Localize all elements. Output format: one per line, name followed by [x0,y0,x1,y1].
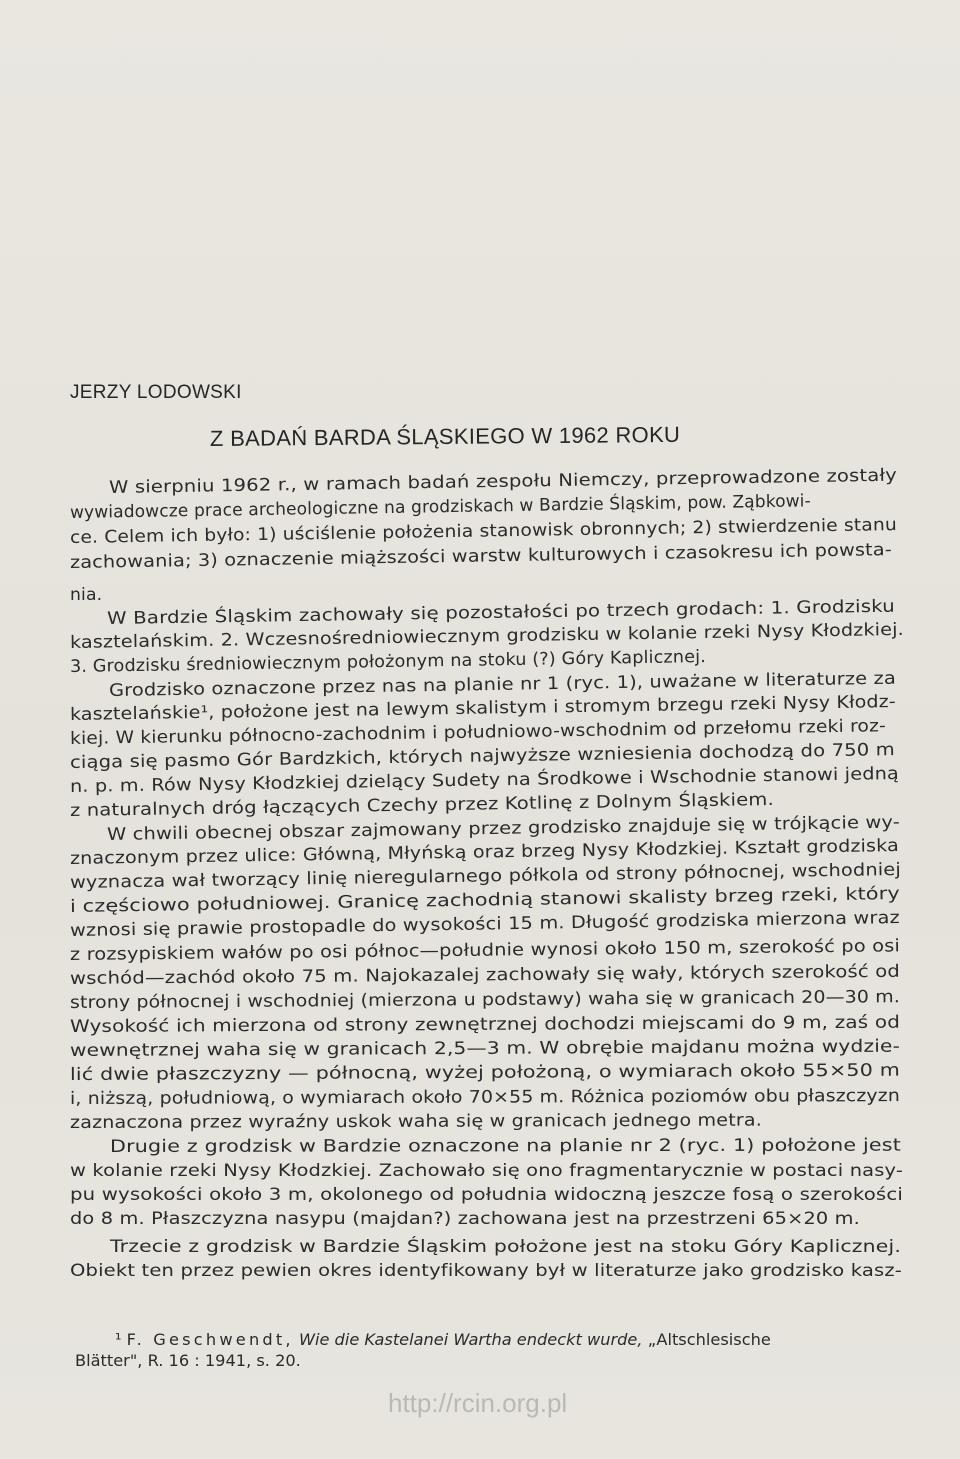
body-line: W chwili obecnej obszar zajmowany przez grodzisko znajduje się w trójkącie wy- [106,812,901,845]
footnote-author: F. Geschwendt, [126,1330,294,1349]
body-line: lić dwie płaszczyzny — północną, wyżej położoną, o wymiarach około 55×50 m [69,1060,901,1085]
body-line: znaczonym przez ulice: Główną, Młyńską oraz brzeg Nysy Kłodzkiej. Kształt grodziska [69,835,900,869]
body-line: zaznaczona przez wyraźny uskok waha się w granicach jednego metra. [69,1110,763,1133]
body-line: w kolanie rzeki Nysy Kłodzkiej. Zachowało się ono fragmentarycznie w postaci nasy- [70,1161,904,1181]
body-line: wschód—zachód około 75 m. Najokazalej zachowały się wały, których szerokość od [69,961,901,989]
footnote-line-1 [115,1330,771,1349]
body-line: pu wysokości około 3 m, okolonego od południa widoczną jeszcze fosą o szerokości [70,1185,904,1205]
body-line: ce. Celem ich było: 1) uściślenie położenia stanowisk obronnych; 2) stwierdzenie stanu [69,515,898,548]
body-line: wyznacza wał tworzący linię nieregularnego półkola od strony północnej, wschodniej [69,859,902,893]
body-line: W Bardzie Śląskim zachowały się pozostałości po trzech grodach: 1. Grodzisku [106,596,896,629]
body-line: wewnętrznej waha się w granicach 2,5—3 m. W obrębie majdanu można wydzie- [69,1036,901,1061]
body-line: z naturalnych dróg łączących Czechy przez Kotlinę z Dolnym Śląskiem. [69,789,775,821]
body-line: kasztelańskim. 2. Wczesnośredniowiecznym grodzisku w kolanie rzeki Nysy Kłodzkiej. [69,619,905,653]
author-name: JERZY LODOWSKI [70,382,242,403]
body-line: zachowania; 3) oznaczenie miąższości warstw kulturowych i czasokresu ich powsta- [69,540,893,573]
body-line: kasztelańskie¹, położone jest na lewym skalistym i stromym brzegu rzeki Nysy Kłodz- [69,692,897,725]
body-line: Grodzisko oznaczone przez nas na planie nr 1 (ryc. 1), uważane w literaturze za [108,668,897,701]
footnote-line-2: Blätter", R. 16 : 1941, s. 20. [75,1351,301,1370]
body-line: n. p. m. Rów Nysy Kłodzkiej dzielący Sudety na Środkowe i Wschodnie stanowi jedną [69,763,900,797]
body-line: kiej. W kierunku północno-zachodnim i południowo-wschodnim od przełomu rzeki roz- [69,716,887,749]
body-line: 3. Grodzisku średniowiecznym położonym na stoku (?) Góry Kaplicznej. [69,647,707,677]
footnote-work-title: Wie die Kastelanei Wartha endeckt wurde, [298,1330,643,1349]
body-line: wznosi się prawie prostopadle do wysokości 15 m. Długość grodziska mierzona wraz [69,907,901,941]
body-line: wywiadowcze prace archeologiczne na grodziskach w Bardzie Śląskim, pow. Ząbkowi- [69,491,812,523]
body-line: ciąga się pasmo Gór Bardzkich, których najwyższe wzniesienia dochodzą do 750 m [69,740,896,773]
footnote-journal: „Altschlesische [647,1330,771,1349]
body-line: Trzecie z grodzisk w Bardzie Śląskim położone jest na stoku Góry Kaplicznej. [110,1237,902,1257]
body-line: W sierpniu 1962 r., w ramach badań zespołu Niemczy, przeprowadzone zostały [108,465,898,498]
body-line: Wysokość ich mierzona od strony zewnętrznej dochodzi miejscami do 9 m, zaś od [69,1012,901,1037]
body-line: strony północnej i wschodniej (mierzona u podstawy) waha się w granicach 20—30 m. [69,987,901,1013]
body-line: i częściowo południowej. Granicę zachodnią stanowi skalisty brzeg rzeki, który [69,883,901,917]
body-line: nia. [70,585,103,605]
body-line: do 8 m. Płaszczyzna nasypu (majdan?) zachowana jest na przestrzeni 65×20 m. [70,1209,860,1229]
watermark: http://rcin.org.pl [388,1388,568,1418]
body-line: Obiekt ten przez pewien okres identyfikowany był w literaturze jako grodzisko kasz- [70,1261,902,1281]
article-title: Z BADAŃ BARDA ŚLĄSKIEGO W 1962 ROKU [209,421,681,451]
footnote-marker: ¹ [115,1330,122,1349]
body-line: z rozsypiskiem wałów po osi północ—południe wynosi około 150 m, szerokość po osi [69,936,901,965]
body-line: i, niższą, południową, o wymiarach około 70×55 m. Różnica poziomów obu płaszczyzn [69,1086,901,1109]
body-line: Drugie z grodzisk w Bardzie oznaczone na planie nr 2 (ryc. 1) położone jest [109,1135,901,1157]
